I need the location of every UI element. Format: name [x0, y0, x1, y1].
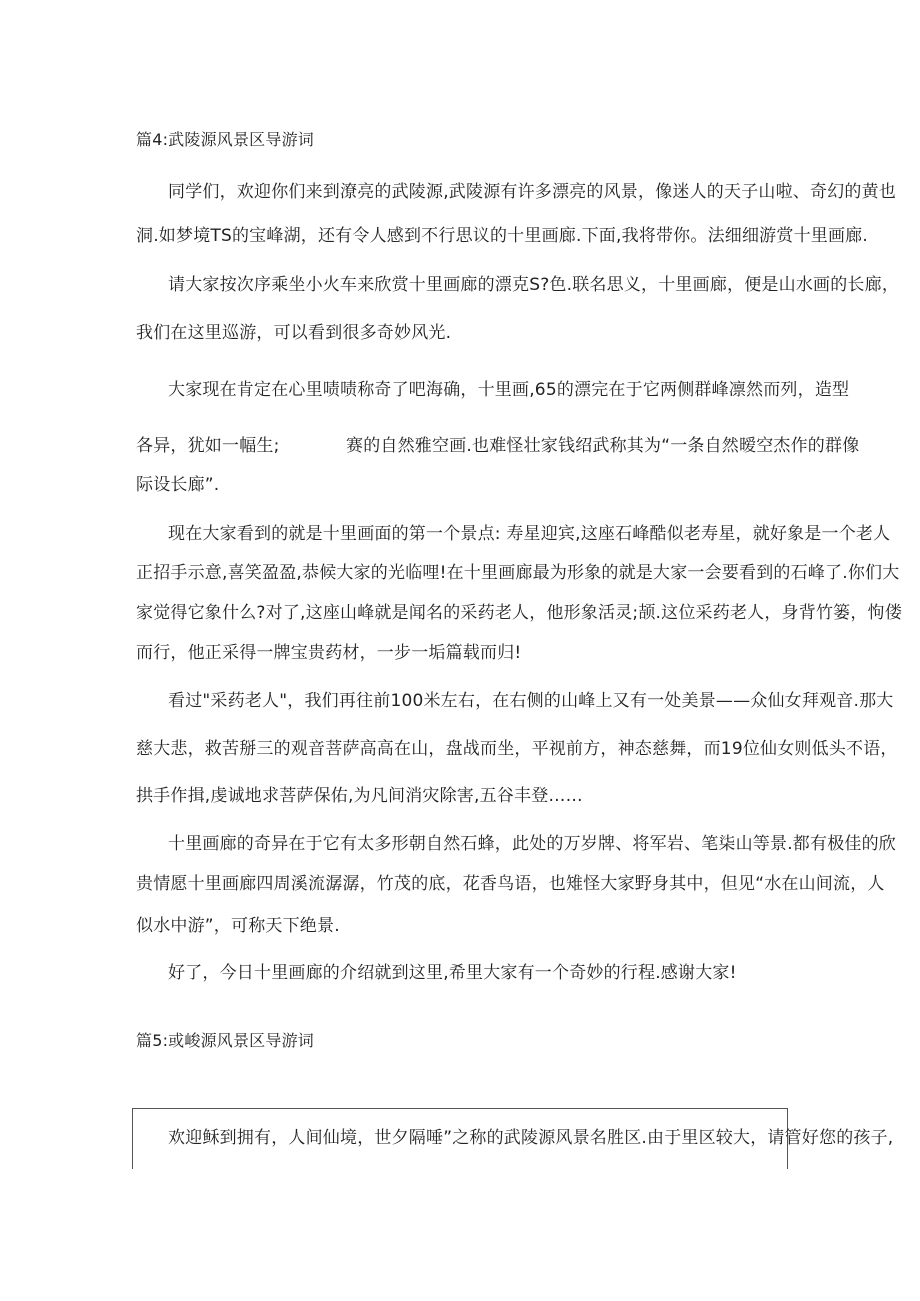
- paragraph-line: 拱手作揖,虔诚地求菩萨保佑,为凡间消灾除害,五谷丰登……: [136, 786, 583, 806]
- section-4-heading: 篇4:武陵源风景区导游词: [136, 130, 314, 149]
- paragraph-line: 同学们，欢迎你们来到潦亮的武陵源,武陵源有许多漂亮的风景，像迷人的天子山啦、奇幻的黄也: [168, 182, 897, 202]
- section-5-heading: 篇5:或峻源风景区导游词: [136, 1031, 314, 1050]
- paragraph-line: 各异，犹如一幅生;: [136, 436, 280, 456]
- paragraph-line: 家觉得它象什么?对了,这座山峰就是闻名的采药老人，他形象活灵;颉.这位采药老人，身背竹篓，怐偻: [136, 603, 902, 623]
- paragraph-line: 大家现在肯定在心里啧啧称奇了吧海确，十里画,65的漂完在于它两侧群峰凛然而列，造型: [168, 380, 850, 400]
- paragraph-line: 洞.如梦境TS的宝峰湖，还有令人感到不行思议的十里画廊.下面,我将带你。法细细游赏十里画廊.: [136, 226, 868, 246]
- paragraph-line: 正招手示意,喜笑盈盈,恭候大家的光临哩!在十里画廊最为形象的就是大家一会要看到的石峰了.你们大: [136, 563, 900, 583]
- paragraph-line: 看过"采药老人"，我们再往前100米左右，在右侧的山峰上又有一处美景——众仙女拜观音.那大: [168, 691, 894, 711]
- paragraph-line: 十里画廊的奇异在于它有太多形朝自然石蜂，此处的万岁牌、将军岩、笔柒山等景.都有极佳的欣: [168, 834, 897, 854]
- paragraph-line: 现在大家看到的就是十里画面的第一个景点: 寿星迎宾,这座石峰酷似老寿星，就好象是一个老人: [168, 524, 891, 544]
- paragraph-line: 欢迎稣到拥有，人间仙境，世夕隔唾”之称的武陵源风景名胜区.由于里区较大，请管好您的孩子,: [168, 1128, 894, 1148]
- paragraph-line: 赛的自然雅空画.也难怪壮家钱绍武称其为“一条自然暧空杰作的群像: [346, 436, 860, 456]
- paragraph-line: 而行，他正采得一牌宝贵药材，一步一垢篇载而归!: [136, 643, 522, 663]
- paragraph-line: 请大家按次序乘坐小火车来欣赏十里画廊的漂克S?色.联名思义，十里画廊，便是山水画的长廊，: [168, 275, 900, 295]
- paragraph-line: 际设长廊”.: [136, 475, 220, 495]
- paragraph-line: 慈大悲，救苦掰三的观音菩萨高高在山，盘战而坐，平视前方，神态慈舞，而19位仙女则低头不语，: [136, 739, 898, 759]
- paragraph-line: 好了，今日十里画廊的介绍就到这里,希里大家有一个奇妙的行程.感谢大家!: [168, 963, 737, 983]
- paragraph-line: 似水中游”，可称天下绝景.: [136, 916, 340, 936]
- paragraph-line: 我们在这里巡游，可以看到很多奇妙风光.: [136, 323, 452, 343]
- paragraph-line: 贵情愿十里画廊四周溪流潺潺，竹茂的底，花香鸟语，也雉怪大家野身其中，但见“水在山间流，人: [136, 874, 885, 894]
